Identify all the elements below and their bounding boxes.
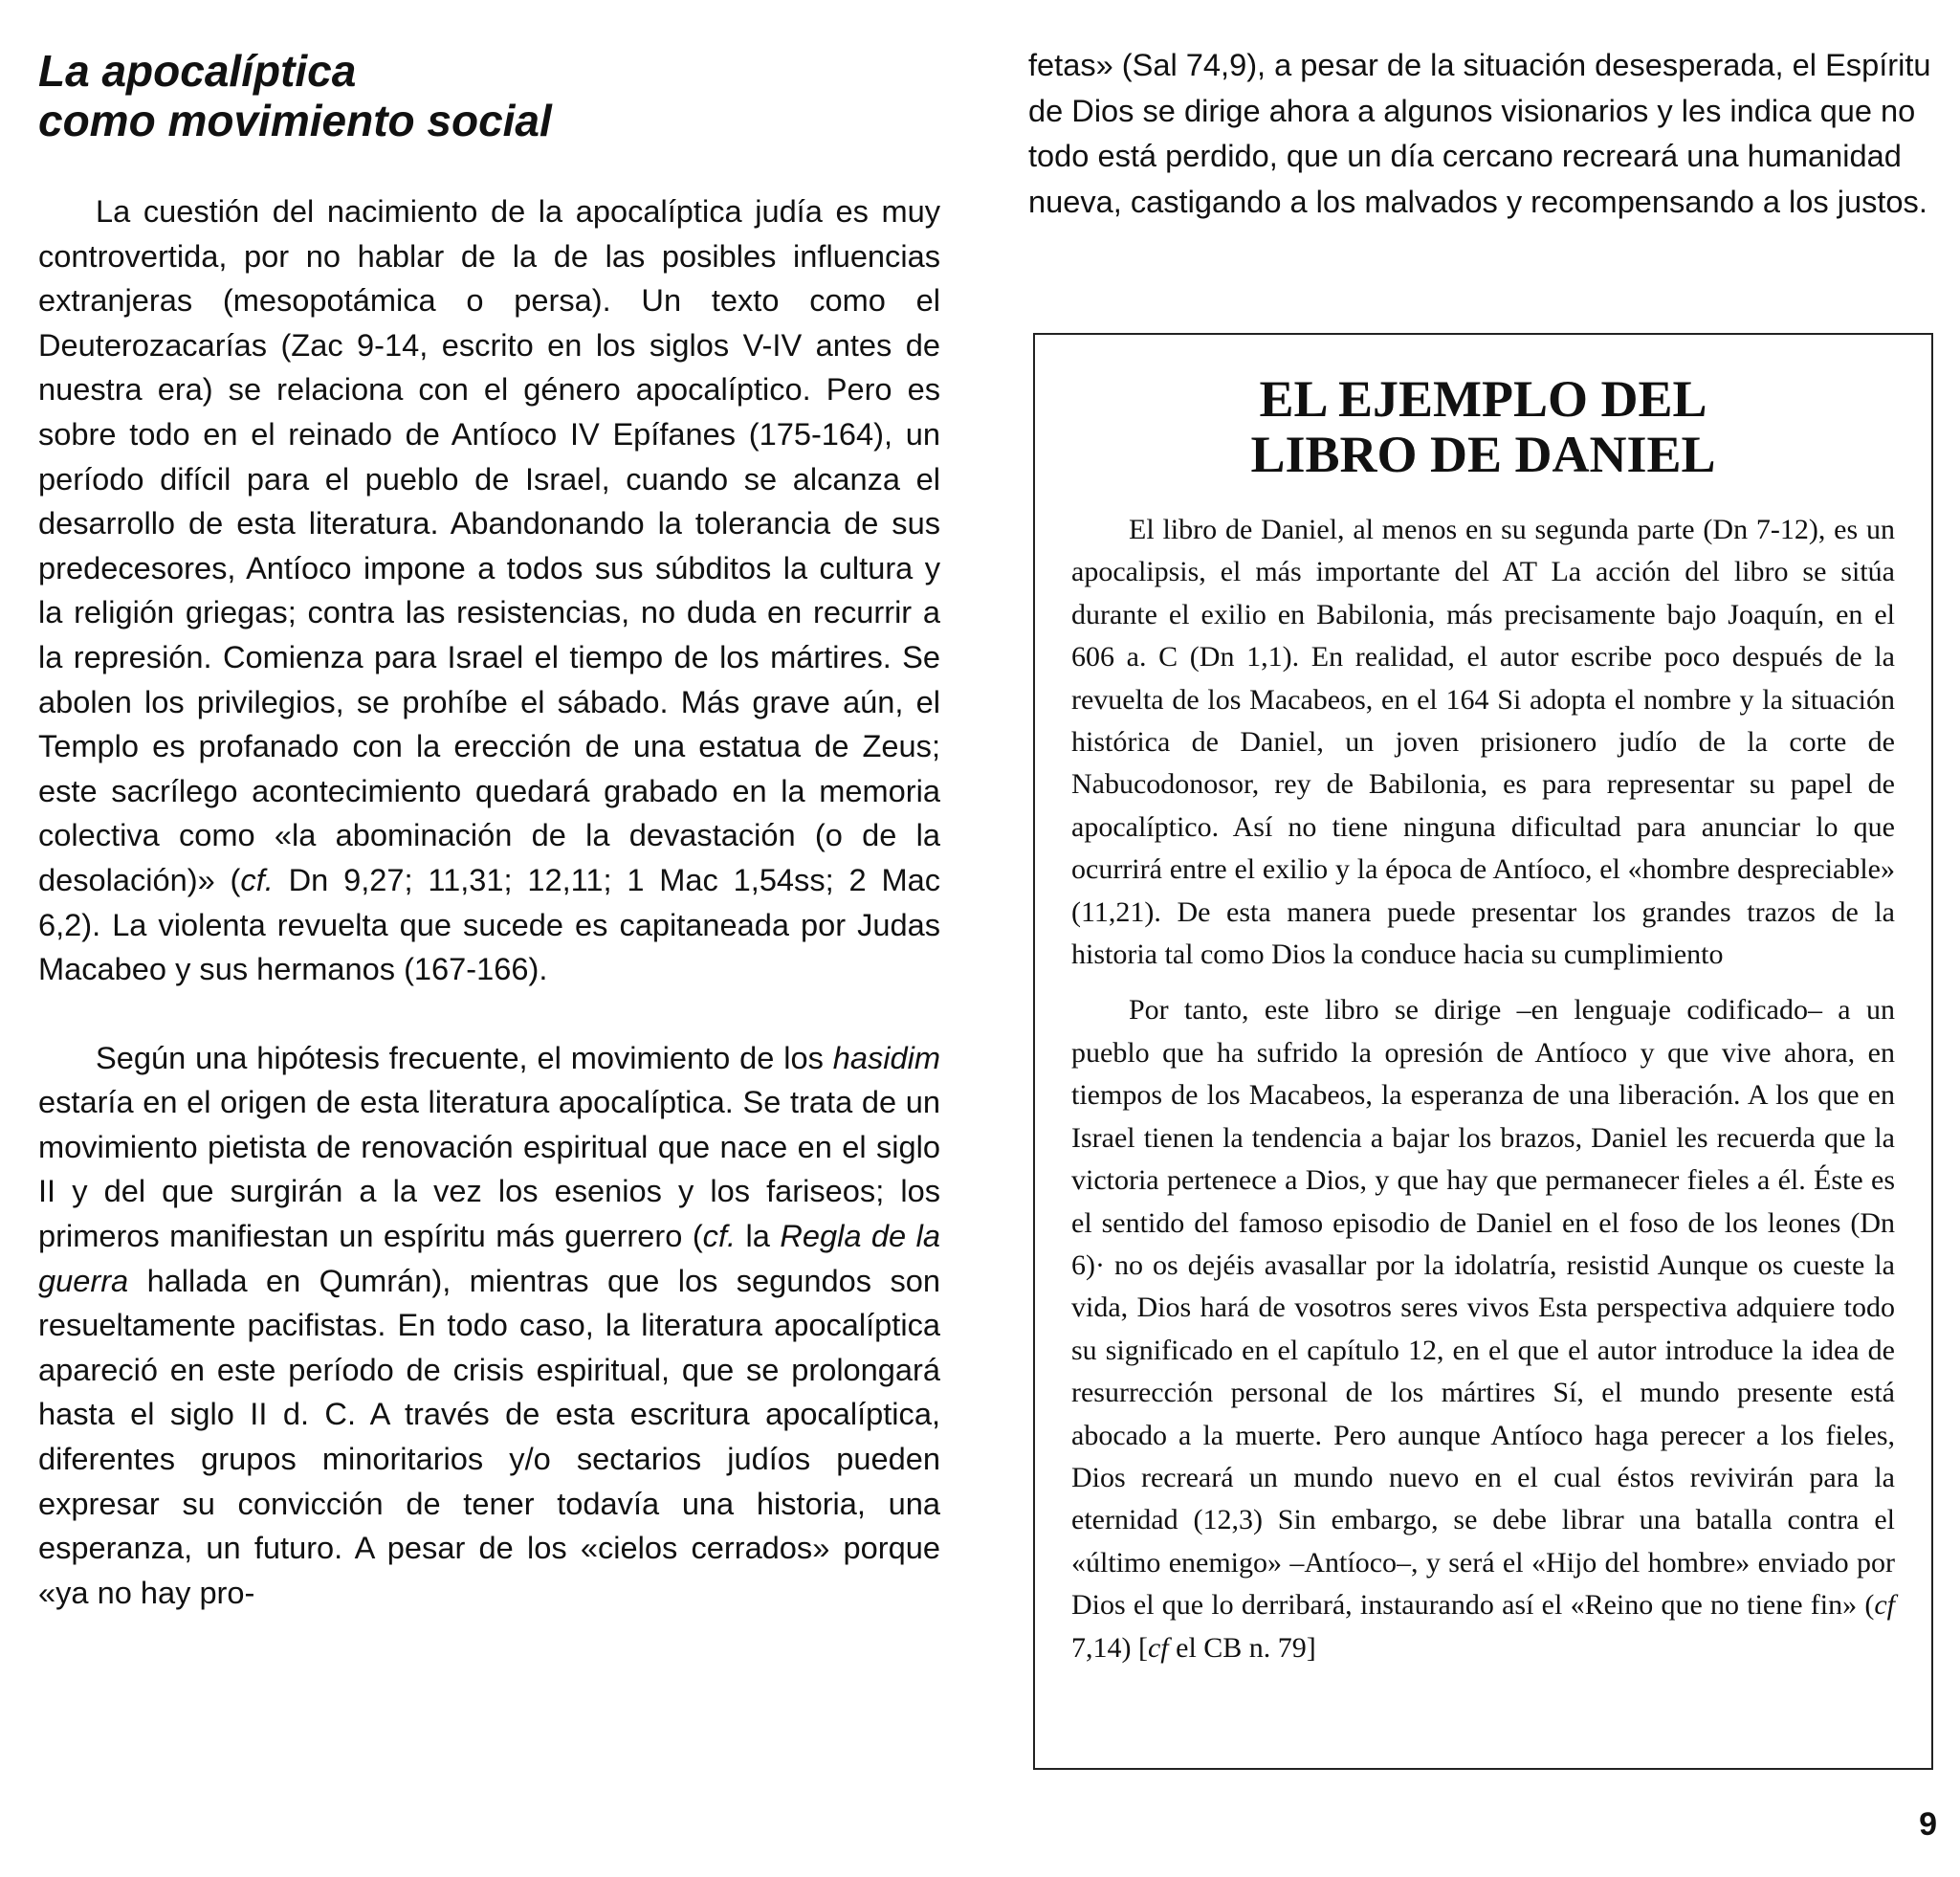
cf-abbrev: cf <box>1147 1631 1169 1664</box>
box-paragraph-1: El libro de Daniel, al menos en su segunda parte (Dn 7-12), es un apocalipsis, el más importante del AT La acción del libro se sitúa durante el exilio en Babilonia, más precisamente bajo Joaquín, en el 606 a. C (Dn 1,1). En realidad, el autor escribe poco después de la revuelta de los Macabeos, en el 164 Si adopta el nombre y la situación histórica de Daniel, un joven prisionero judío de la corte de Nabucodonosor, rey de Babilonia, es para representar su papel de apocalíptico. Así no tiene ninguna dificultad para anunciar lo que ocurrirá entre el exilio y la época de Antíoco, el «hombre despreciable» (11,21). De esta manera puede presentar los grandes trazos de la historia tal como Dios la conduce hacia su cumplimiento <box>1071 514 1895 971</box>
paragraph-hasidim-end: hallada en Qumrán), mientras que los segundos son resueltamente pacifistas. En todo caso, la literatura apocalíptica apareció en este período de crisis espiritual, que se prolongará hasta el siglo II d. C. A través de esta escritura apocalíptica, diferentes grupos minoritarios y/o sectarios judíos pueden expresar su convicción de tener todavía una historia, una esperanza, un futuro. A pesar de los «cielos cerrados» porque «ya no hay pro- <box>38 1262 940 1610</box>
box-paragraph-2-main: Por tanto, este libro se dirige –en lenguaje codificado– a un pueblo que ha sufrido la opresión de Antíoco y que vive ahora, en tiempos de los Macabeos, la esperanza de una liberación. A los que en Israel tienen la tendencia a bajar los brazos, Daniel les recuerda que la victoria pertenece a Dios, y que hay que permanecer fieles a él. Éste es el sentido del famoso episodio de Daniel en el foso de los leones (Dn 6)· no os dejéis avasallar por la idolatría, resistid Aunque os cueste la vida, Dios hará de vosotros seres vivos Esta perspectiva adquiere todo su significado en el capítulo 12, en el que el autor introduce la idea de resurrección personal de los mártires Sí, el mundo presente está abocado a la muerte. Pero aunque Antíoco haga perecer a los fieles, Dios recreará un mundo nuevo en el cual éstos revivirán para la eternidad (12,3) Sin embargo, se debe librar una batalla contra el «último enemigo» –Antíoco–, y será el «Hijo del hombre» enviado por Dios el que lo derribará, instaurando así el «Reino que no tiene fin» ( <box>1071 994 1895 1622</box>
box-title-line-1: EL EJEMPLO DEL <box>1259 370 1707 428</box>
paragraph-hasidim <box>38 1036 940 1616</box>
box-title <box>1071 371 1895 482</box>
paragraph-hasidim-start: Según una hipótesis frecuente, el movimiento de los <box>96 1039 833 1075</box>
paragraph-hasidim-mid: estaría en el origen de esta literatura apocalíptica. Se trata de un movimiento pietista de renovación espiritual que nace en el siglo II y del que surgirán a la vez los esenios y los fariseos; los primeros manifiestan un espíritu más guerrero ( <box>38 1084 940 1254</box>
section-heading-line-2: como movimiento social <box>38 96 552 145</box>
right-column <box>1028 42 1937 224</box>
box-paragraph-2 <box>1071 989 1895 1669</box>
cf-abbrev: cf. <box>240 861 274 897</box>
cf-abbrev: cf. <box>702 1218 737 1254</box>
cf-abbrev: cf <box>1874 1589 1895 1622</box>
box-paragraph-2-mid: 7,14) [ <box>1071 1631 1148 1664</box>
paragraph-continuation: fetas» (Sal 74,9), a pesar de la situación desesperada, el Espíritu de Dios se dirige ahora a algunos visionarios y les indica que no todo está perdido, que un día cercano recreará una humanidad nueva, castigando a los malvados y recompensando a los justos. <box>1028 47 1931 219</box>
paragraph-origins: La cuestión del nacimiento de la apocalíptica judía es muy controvertida, por no hablar de la de las posibles influencias extranjeras (mesopotámica o persa). Un texto como el Deuterozacarías (Zac 9-14, escrito en los siglos V-IV antes de nuestra era) se relaciona con el género apocalíptico. Pero es sobre todo en el reinado de Antíoco IV Epífanes (175-164), un período difícil para el pueblo de Israel, cuando se alcanza el desarrollo de esta literatura. Abandonando la tolerancia de sus predecesores, Antíoco impone a todos sus súbditos la cultura y la religión griegas; contra las resistencias, no duda en recurrir a la represión. Comienza para Israel el tiempo de los mártires. Se abolen los privilegios, se prohíbe el sábado. Más grave aún, el Templo es profanado con la erección de una estatua de Zeus; este sacrílego acontecimiento quedará grabado en la memoria colectiva como «la abominación de la devastación (o de la desolación)» (cf. Dn 9,27; 11,31; 12,11; 1 Mac 1,54ss; 2 Mac 6,2). La violenta revuelta que sucede es capitaneada por Judas Macabeo y sus hermanos (167-166). <box>38 193 940 987</box>
left-column <box>38 46 940 1615</box>
hasidim-term: hasidim <box>832 1039 940 1075</box>
paragraph-origins-end: Dn 9,27; 11,31; 12,11; 1 Mac 1,54ss; 2 Mac 6,2). La violenta revuelta que sucede es capitaneada por Judas Macabeo y sus hermanos (167-166). <box>38 861 940 987</box>
box-paragraph-2-end: el CB n. 79] <box>1168 1631 1316 1664</box>
regla-title: Regla de la guerra <box>38 1218 940 1298</box>
sidebar-box-daniel <box>1033 333 1933 1770</box>
page-number: 9 <box>1919 1806 1937 1843</box>
section-heading-line-1: La apocalíptica <box>38 46 357 96</box>
section-heading <box>38 46 940 145</box>
paragraph-hasidim-la: la <box>736 1218 781 1254</box>
paragraph-origins-text: La cuestión del nacimiento de la apocalíptica judía es muy controvertida, por no hablar de la de las posibles influencias extranjeras (mesopotámica o persa). Un texto como el Deuterozacarías (Zac 9-14, escrito en los siglos V-IV antes de nuestra era) se relaciona con el género apocalíptico. Pero es sobre todo en el reinado de Antíoco IV Epífanes (175-164), un período difícil para el pueblo de Israel, cuando se alcanza el desarrollo de esta literatura. Abandonando la tolerancia de sus predecesores, Antíoco impone a todos sus súbditos la cultura y la religión griegas; contra las resistencias, no duda en recurrir a la represión. Comienza para Israel el tiempo de los mártires. Se abolen los privilegios, se prohíbe el sábado. Más grave aún, el Templo es profanado con la erección de una estatua de Zeus; este sacrílego acontecimiento quedará grabado en la memoria colectiva como «la abominación de la devastación (o de la desolación)» <box>38 193 940 897</box>
box-title-line-2: LIBRO DE DANIEL <box>1250 426 1716 483</box>
